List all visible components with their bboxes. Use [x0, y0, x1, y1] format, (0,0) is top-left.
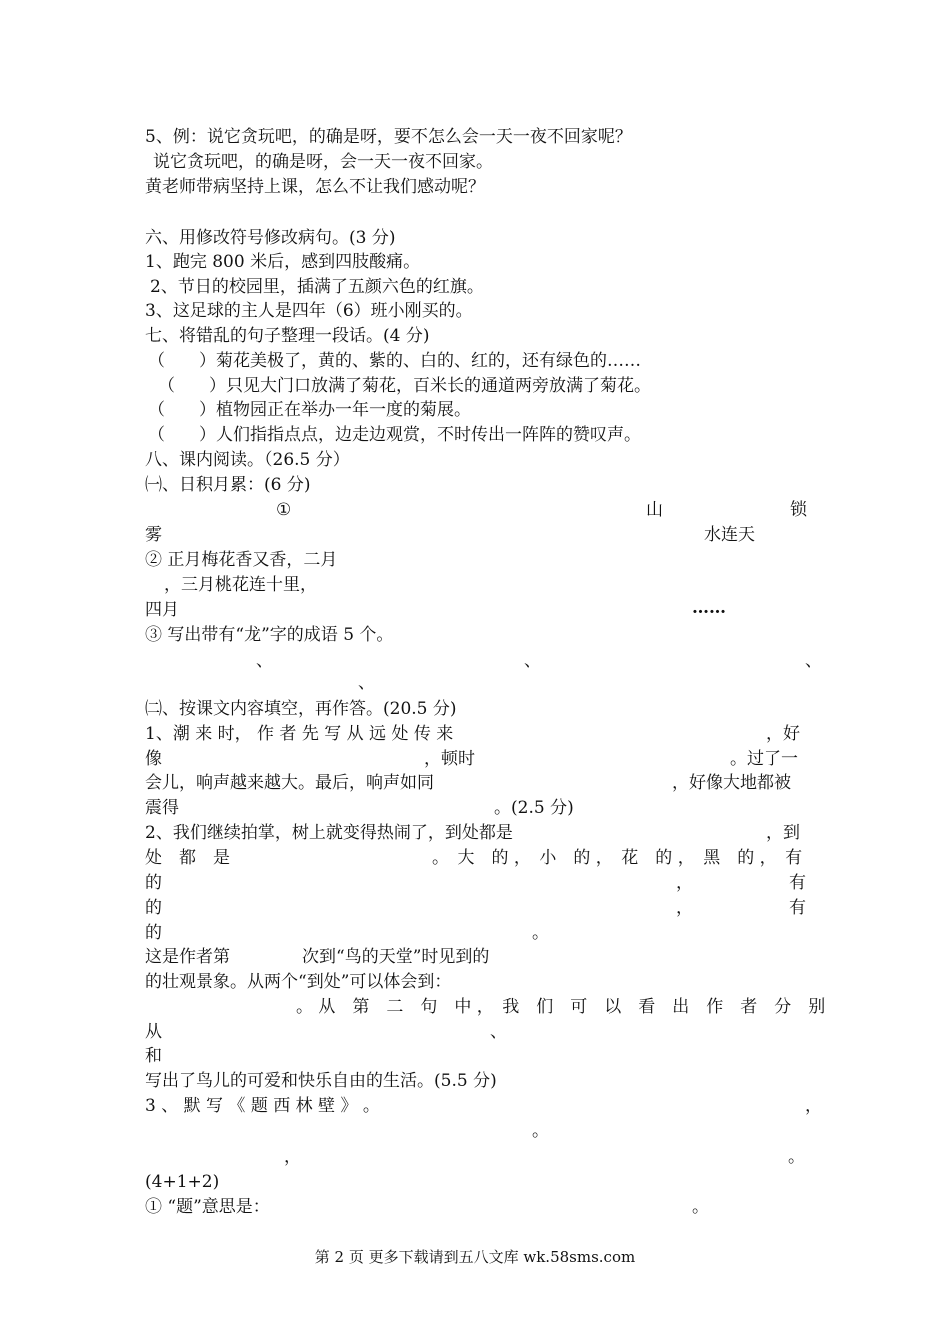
s8-2-q1-line1-end: ，好: [766, 724, 800, 744]
s8-2-q2-comma-1: ，: [676, 873, 693, 893]
s8-part-2-heading: ㈡、按课文内容填空，再作答。(20.5 分): [145, 699, 457, 719]
s8-2-q2-line6-rest: 次到“鸟的天堂”时见到的: [302, 947, 490, 967]
s8-1-item-3: ③ 写出带有“龙”字的成语 5 个。: [145, 625, 394, 645]
s8-2-q1-score: 。(2.5 分): [494, 798, 574, 818]
s7-item-3: （ ）植物园正在举办一年一度的菊展。: [148, 400, 471, 420]
s8-2-q3-item-1: ① “题”意思是：: [145, 1197, 270, 1217]
s7-item-2: （ ）只见大门口放满了菊花，百米长的通道两旁放满了菊花。: [158, 376, 651, 396]
s8-1-word-suo: 锁: [790, 500, 807, 520]
s8-2-q2-line8: 。 从 第 二 句 中 ， 我 们 可 以 看 出 作 者 分 别: [296, 997, 826, 1017]
s8-1-siyue: 四月: [145, 600, 179, 620]
s8-2-q3-comma-2: ，: [284, 1147, 301, 1167]
s8-2-q2-line6-start: 这是作者第: [145, 947, 230, 967]
s8-2-q1-line2-end: 。过了一: [730, 749, 798, 769]
s8-2-q2-you-1: 有: [789, 873, 806, 893]
s8-1-item-2: ② 正月梅花香又香，二月: [145, 550, 338, 570]
s8-2-q1-line3: 会儿，响声越来越大。最后，响声如同: [145, 773, 434, 793]
s8-2-q2-period: 。: [532, 923, 549, 943]
s8-2-q1-line2-mid: ，顿时: [424, 749, 475, 769]
blank-sep-4: 、: [358, 673, 375, 693]
page-footer: 第 2 页 更多下载请到五八文库 wk.58sms.com: [314, 1248, 636, 1266]
s8-2-q1-line1: 1、潮 来 时， 作 者 先 写 从 远 处 传 来: [145, 724, 454, 744]
s8-1-word-shuiliantian: 水连天: [704, 525, 755, 545]
blank-sep-1: 、: [256, 651, 273, 671]
s8-2-q2-dun: 、: [490, 1022, 507, 1042]
s8-2-q2-de-2: 的: [145, 898, 162, 918]
s8-2-q2-you-2: 有: [789, 898, 806, 918]
blank-sep-2: 、: [524, 651, 541, 671]
s8-2-q1-line4: 震得: [145, 798, 179, 818]
s6-item-1: 1、跑完 800 米后，感到四肢酸痛。: [145, 252, 421, 272]
s8-2-q3-comma-1: ，: [805, 1096, 822, 1116]
s8-2-q1-line3-end: ，好像大地都被: [672, 773, 791, 793]
s6-item-2: 2、节日的校园里，插满了五颜六色的红旗。: [150, 277, 484, 297]
s8-2-q2-de-1: 的: [145, 873, 162, 893]
s8-2-q3-period-2: 。: [788, 1147, 805, 1167]
s8-1-num-1: ①: [276, 500, 292, 520]
section-8-heading: 八、课内阅读。（26.5 分）: [145, 450, 350, 470]
s8-1-ellipsis: ……: [692, 598, 726, 618]
s8-2-q2-de-3: 的: [145, 923, 162, 943]
s8-1-item-2-cont: ，三月桃花连十里，: [164, 575, 317, 595]
s8-part-1-heading: ㈠、日积月累：(6 分): [145, 475, 311, 495]
blank-sep-3: 、: [805, 651, 822, 671]
s8-2-q2-line1-end: ，到: [766, 823, 800, 843]
s8-2-q2-line7: 的壮观景象。从两个“到处”可以体会到：: [145, 972, 452, 992]
s8-1-word-wu: 雾: [145, 525, 162, 545]
s8-2-q3-line1: 3 、 默 写 《 题 西 林 壁 》 。: [145, 1096, 380, 1116]
s8-2-q2-line2-rest: 。 大 的 ， 小 的 ， 花 的 ， 黑 的 ， 有: [432, 848, 803, 868]
s7-item-1: （ ）菊花美极了，黄的、紫的、白的、红的，还有绿色的……: [148, 351, 641, 371]
s8-2-q2-he: 和: [145, 1046, 162, 1066]
s8-1-word-shan: 山: [646, 500, 663, 520]
q5-task-sentence: 黄老师带病坚持上课，怎么不让我们感动呢？: [145, 177, 485, 197]
s7-item-4: （ ）人们指指点点，边走边观赏，不时传出一阵阵的赞叹声。: [148, 425, 641, 445]
s8-2-q3-item-1-period: 。: [692, 1197, 709, 1217]
s8-2-q2-line2-start: 处 都 是: [145, 848, 230, 868]
s8-2-q2-line1: 2、我们继续拍掌，树上就变得热闹了，到处都是: [145, 823, 513, 843]
s6-item-3: 3、这足球的主人是四年（6）班小刚买的。: [145, 301, 473, 321]
s8-2-q2-line11: 写出了鸟儿的可爱和快乐自由的生活。(5.5 分): [145, 1071, 497, 1091]
s8-2-q3-score: (4+1+2): [145, 1172, 220, 1192]
s8-2-q2-comma-2: ，: [676, 898, 693, 918]
s8-2-q3-period-1: 。: [532, 1121, 549, 1141]
s8-2-q1-line2-start: 像: [145, 749, 162, 769]
q5-example-rewrite: 说它贪玩吧，的确是呀，会一天一夜不回家。: [153, 152, 493, 172]
section-6-heading: 六、用修改符号修改病句。(3 分): [145, 228, 396, 248]
s8-2-q2-cong: 从: [145, 1022, 162, 1042]
section-7-heading: 七、将错乱的句子整理一段话。(4 分): [145, 326, 430, 346]
q5-example: 5、例：说它贪玩吧，的确是呀，要不怎么会一天一夜不回家呢？: [145, 127, 632, 147]
